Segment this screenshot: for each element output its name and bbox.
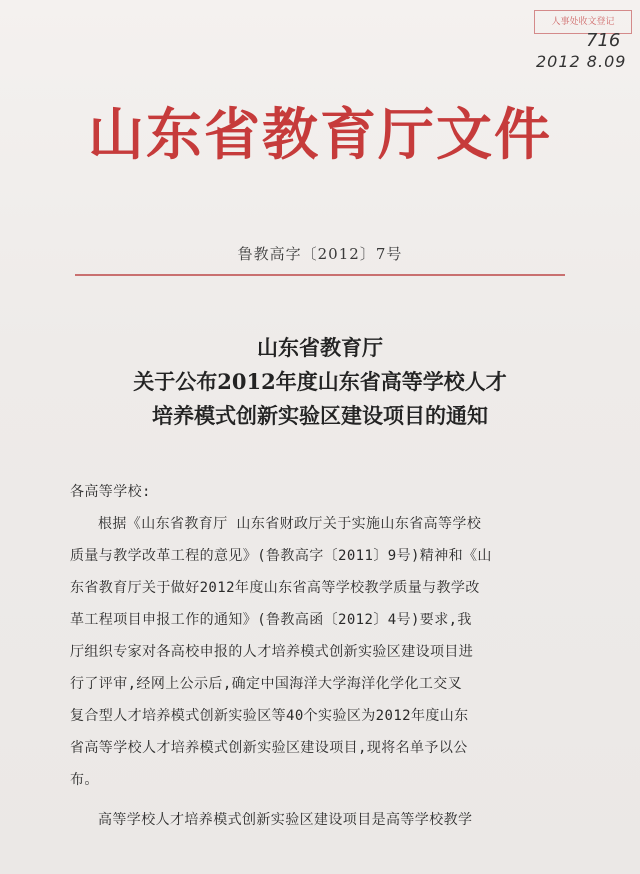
body-line: 布。 — [70, 772, 99, 788]
notice-title-line-3: 培养模式创新实验区建设项目的通知 — [152, 403, 488, 428]
body-line: 质量与教学改革工程的意见》(鲁教高字〔2011〕9号)精神和《山 — [70, 548, 492, 564]
notice-title-line-2: 关于公布2012年度山东省高等学校人才 — [133, 369, 507, 394]
body-line: 革工程项目申报工作的通知》(鲁教高函〔2012〕4号)要求,我 — [70, 612, 472, 628]
notice-title — [0, 331, 640, 433]
header-divider — [75, 274, 565, 276]
stamp-number: 716 — [586, 30, 621, 51]
notice-body — [70, 476, 570, 836]
body-line: 省高等学校人才培养模式创新实验区建设项目,现将名单予以公 — [70, 740, 468, 756]
stamp-label: 人事处收文登记 — [534, 10, 632, 34]
body-line: 复合型人才培养模式创新实验区等40个实验区为2012年度山东 — [70, 708, 469, 724]
body-line: 东省教育厅关于做好2012年度山东省高等学校教学质量与教学改 — [70, 580, 480, 596]
salutation: 各高等学校: — [70, 484, 151, 500]
stamp-date: 2012 8.09 — [536, 52, 627, 71]
document-header-title: 山东省教育厅文件 — [88, 103, 552, 168]
document-number: 鲁教高字〔2012〕7号 — [237, 245, 403, 263]
notice-title-line-1: 山东省教育厅 — [257, 335, 383, 360]
body-line: 厅组织专家对各高校申报的人才培养模式创新实验区建设项目进 — [70, 644, 474, 660]
receipt-stamp — [526, 2, 634, 76]
body-line: 高等学校人才培养模式创新实验区建设项目是高等学校教学 — [98, 812, 473, 828]
body-line: 行了评审,经网上公示后,确定中国海洋大学海洋化学化工交叉 — [70, 676, 463, 692]
body-line: 根据《山东省教育厅 山东省财政厅关于实施山东省高等学校 — [98, 516, 482, 532]
